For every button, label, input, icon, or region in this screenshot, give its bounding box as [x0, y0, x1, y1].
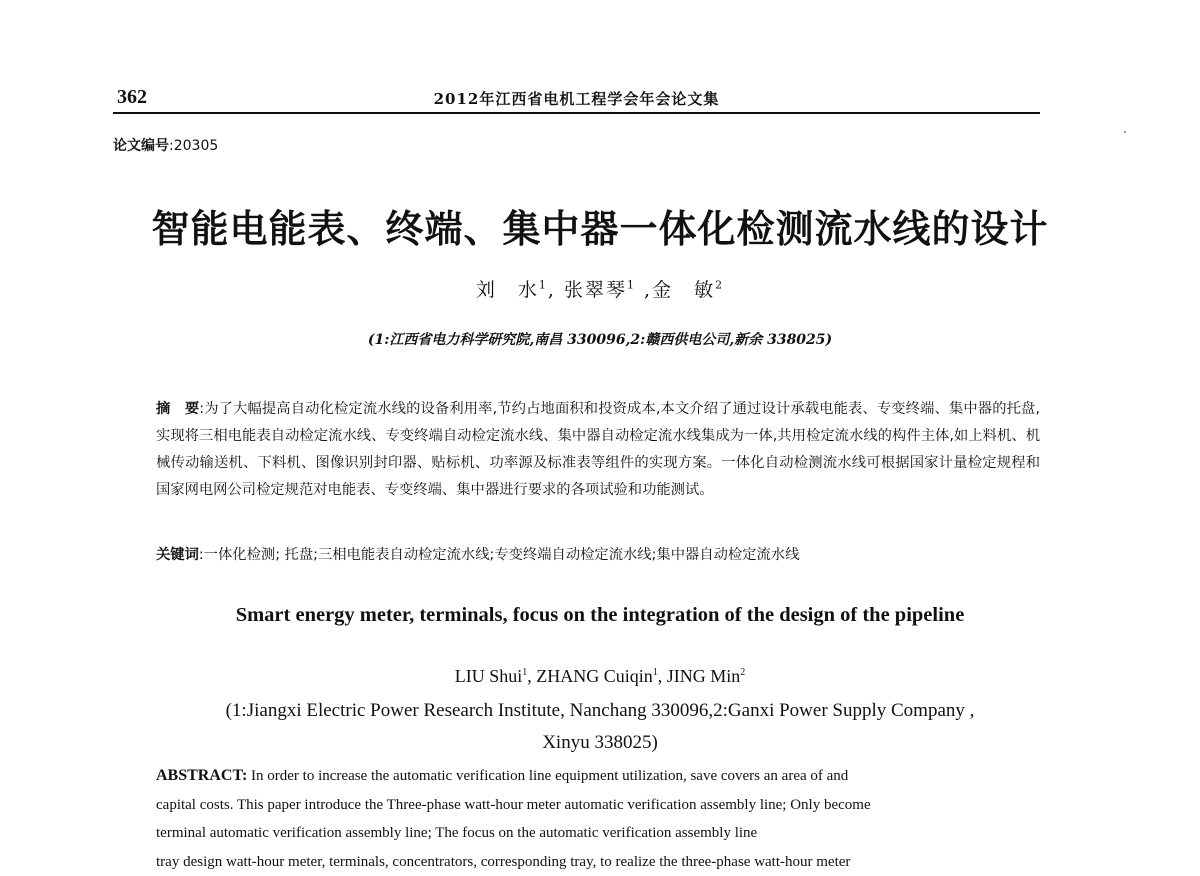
keywords-zh-text: :一体化检测; 托盘;三相电能表自动检定流水线;专变终端自动检定流水线;集中器自动检定流水线 [199, 547, 800, 563]
author-name: LIU Shui [455, 666, 523, 686]
author-separator: , [548, 279, 564, 301]
journal-title: 2012年江西省电机工程学会年会论文集 [113, 88, 1040, 109]
author-separator: , [636, 279, 652, 301]
running-header [113, 86, 1040, 114]
affiliation-en-line2: Xinyu 338025) [0, 732, 1200, 754]
abstract-zh-text: :为了大幅提高自动化检定流水线的设备利用率,节约占地面积和投资成本,本文介绍了通过设计承载电能表、专变终端、集中器的托盘,实现将三相电能表自动检定流水线、专变终端自动检定流水线、集中器自动检定流水线集成为一体,共用检定流水线的构件主体,如上料机、机械传动输送机、下料机、图像识别封印器、贴标机、功率源及标准表等组件的实现方案。一体化自动检测流水线可根据国家计量检定规程和国家网电网公司检定规范对电能表、专变终端、集中器进行要求的各项试验和功能测试。 [156, 401, 1040, 498]
author-name: 金 敏 [652, 279, 715, 301]
author-affil-mark: 2 [740, 667, 745, 678]
abstract-en-line: tray design watt-hour meter, terminals, concentrators, corresponding tray, to realize the three-phase watt-hour meter [156, 848, 1040, 876]
abstract-en-line: capital costs. This paper introduce the Three-phase watt-hour meter automatic verification assembly line; Only become [156, 791, 1040, 820]
affiliation-zh: (1:江西省电力科学研究院,南昌 330096,2:赣西供电公司,新余 338025) [0, 329, 1200, 349]
keywords-zh-label: 关键词 [156, 547, 199, 563]
author-name: JING Min [667, 666, 741, 686]
page-number: 362 [117, 86, 147, 109]
author-separator: , [658, 666, 667, 686]
scan-speck [1124, 131, 1126, 133]
author-name: 刘 水 [476, 279, 539, 301]
author-affil-mark: 1 [539, 279, 548, 292]
authors-zh [0, 275, 1200, 302]
authors-en [0, 666, 1200, 687]
author-affil-mark: 1 [522, 667, 527, 678]
abstract-en-line [156, 762, 1040, 791]
author-name: ZHANG Cuiqin [536, 666, 653, 686]
abstract-en-line: terminal automatic verification assembly line; The focus on the automatic verification assembly line [156, 819, 1040, 848]
paper-id-label: 论文编号 [113, 138, 169, 154]
abstract-zh [156, 396, 1040, 504]
abstract-en [156, 762, 1040, 876]
author-name: 张翠琴 [564, 279, 627, 301]
paper-id [113, 135, 218, 155]
paper-id-value: :20305 [169, 138, 218, 154]
paper-title-zh: 智能电能表、终端、集中器一体化检测流水线的设计 [0, 198, 1200, 253]
affiliation-en-line1: (1:Jiangxi Electric Power Research Institute, Nanchang 330096,2:Ganxi Power Supply Company , [0, 700, 1200, 722]
keywords-zh [156, 544, 1040, 564]
author-affil-mark: 2 [715, 279, 724, 292]
abstract-zh-label: 摘 要 [156, 401, 199, 417]
abstract-en-text: In order to increase the automatic verification line equipment utilization, save covers an area of and [247, 768, 848, 784]
paper-title-en: Smart energy meter, terminals, focus on the integration of the design of the pipeline [0, 604, 1200, 627]
author-affil-mark: 1 [627, 279, 636, 292]
author-separator: , [527, 666, 536, 686]
author-affil-mark: 1 [653, 667, 658, 678]
abstract-en-label: ABSTRACT: [156, 767, 247, 784]
